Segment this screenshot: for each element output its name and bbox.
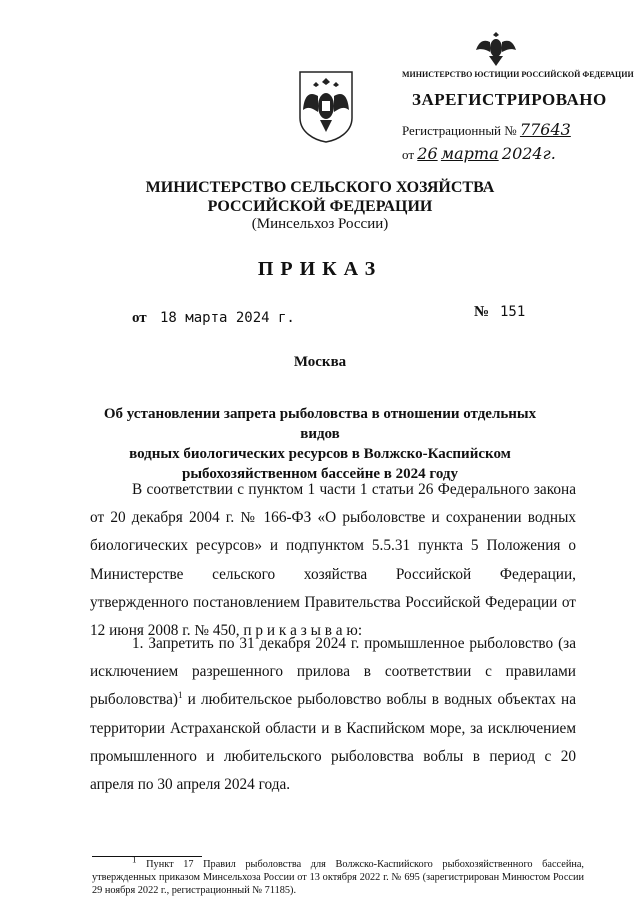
coat-of-arms-icon xyxy=(298,70,354,144)
ministry-name-line2: РОССИЙСКОЙ ФЕДЕРАЦИИ xyxy=(207,198,433,215)
stamp-date-day: 26 xyxy=(417,144,438,163)
subject-line1: Об установлении запрета рыболовства в отношении отдельных видов xyxy=(103,406,537,442)
order-date-label: от xyxy=(132,310,147,326)
item1-part2: и любительское рыболовство воблы в водных объектах на территории Астраханской области и в Каспийском море, за исключением промышленного и любительского рыболовства воблы в период с 20 апреля по 30 апреля 2024 года. xyxy=(90,691,576,794)
item1-text xyxy=(90,630,576,799)
stamp-date-year: 2024г. xyxy=(501,144,556,163)
stamp-reg-number-line xyxy=(402,120,571,139)
ministry-name-line1: МИНИСТЕРСТВО СЕЛЬСКОГО ХОЗЯЙСТВА xyxy=(145,179,495,196)
preamble-text: В соответствии с пунктом 1 части 1 статьи 26 Федерального закона от 20 декабря 2004 г. № 166-ФЗ «О рыболовстве и сохранении водных биологических ресурсов» и подпунктом 5.5.31 пункта 5 Положения о Министерстве сельского хозяйства Российской Федерации, утвержденного постановлением Правительства Российской Федерации от 12 июня 2008 г. № 450, п р и к а з ы в а ю: xyxy=(90,481,576,640)
ministry-short-name: (Минсельхоз России) xyxy=(251,216,389,232)
order-date: 18 марта 2024 г. xyxy=(160,310,295,326)
emblem-small-icon xyxy=(474,28,518,68)
stamp-date-month: марта xyxy=(440,144,499,163)
order-subject xyxy=(90,404,550,484)
order-city: Москва xyxy=(293,354,347,370)
stamp-reg-number: 77643 xyxy=(519,120,571,139)
order-number: 151 xyxy=(500,304,526,320)
footnote-ref: 1 xyxy=(177,690,183,701)
order-item-1 xyxy=(90,630,576,799)
footnote-mark: 1 xyxy=(132,854,137,865)
order-preamble xyxy=(90,476,576,645)
footnote-divider xyxy=(92,856,202,857)
subject-line3: рыбохозяйственном бассейне в 2024 году xyxy=(182,466,458,482)
stamp-date-prefix: от xyxy=(402,147,415,162)
footnote-text: Пункт 17 Правил рыболовства для Волжско-Каспийского рыбохозяйственного бассейна, утвержденных приказом Минсельхоза России от 13 октября 2022 г. № 695 (зарегистрирован Минюстом России 29 ноября 2022 г., регистрационный № 71185). xyxy=(92,859,584,896)
item1-part1: 1. Запретить по 31 декабря 2024 г. промышленное рыболовство (за исключением разрешенного прилова в соответствии с правилами рыболовства) xyxy=(90,635,576,709)
document-title: ПРИКАЗ xyxy=(257,258,383,280)
stamp-registered: ЗАРЕГИСТРИРОВАНО xyxy=(412,90,607,109)
footnote xyxy=(92,854,584,897)
stamp-ministry: МИНИСТЕРСТВО ЮСТИЦИИ РОССИЙСКОЙ ФЕДЕРАЦИИ xyxy=(402,70,634,79)
subject-line2: водных биологических ресурсов в Волжско-Каспийском xyxy=(129,446,511,462)
order-number-label: № xyxy=(474,304,490,320)
stamp-reg-label: Регистрационный № xyxy=(402,123,517,138)
stamp-date-line xyxy=(402,144,556,163)
